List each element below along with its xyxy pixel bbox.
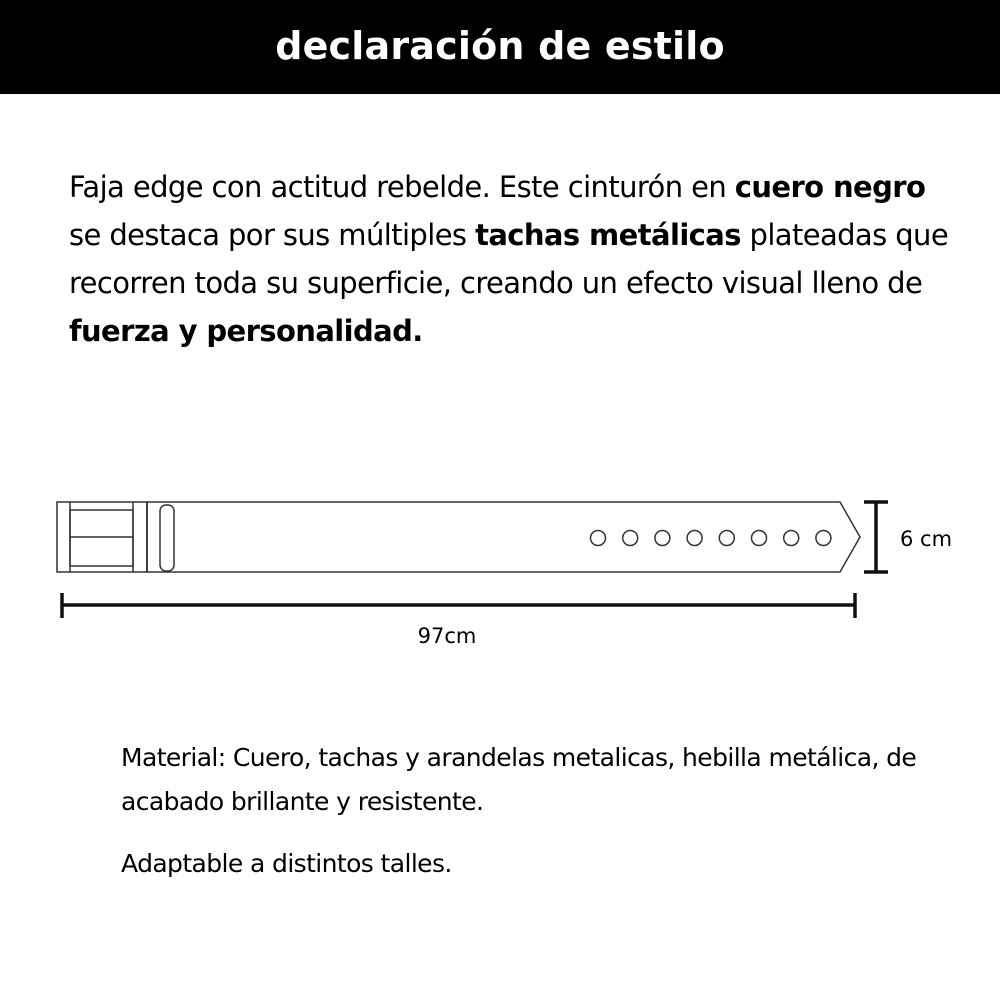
description-highlight: fuerza y personalidad. [69,314,423,348]
description-text: Faja edge con actitud rebelde. Este cinturón en [69,170,735,204]
belt-hole [655,531,670,546]
belt-hole [591,531,606,546]
description-highlight: tachas metálicas [475,218,741,252]
belt-hole [816,531,831,546]
belt-diagram [0,480,1000,660]
adaptable-text: Adaptable a distintos talles. [121,849,452,878]
page-title: declaración de estilo [275,24,725,68]
description-text: se destaca por sus múltiples [69,218,476,252]
width-label: 6 cm [900,527,953,551]
belt-hole [623,531,638,546]
width-dimension-icon [864,502,888,572]
length-dimension-icon [62,593,855,618]
belt-holes [591,531,831,546]
description-highlight: cuero negro [734,170,926,204]
belt-hole [719,531,734,546]
material-text: Material: Cuero, tachas y arandelas metalicas, hebilla metálica, de acabado brillante y resistente. [121,743,917,816]
description-text: plateadas que recorren toda su superficie, creando un efecto visual lleno de [69,218,949,300]
buckle-inner [70,510,133,566]
belt-strap [147,502,860,572]
belt-outline-icon [57,502,860,572]
belt-hole [687,531,702,546]
length-label: 97cm [417,624,477,648]
belt-loop [160,505,174,571]
belt-hole [752,531,767,546]
belt-hole [784,531,799,546]
header-bar [0,0,1000,94]
product-description [69,163,949,355]
